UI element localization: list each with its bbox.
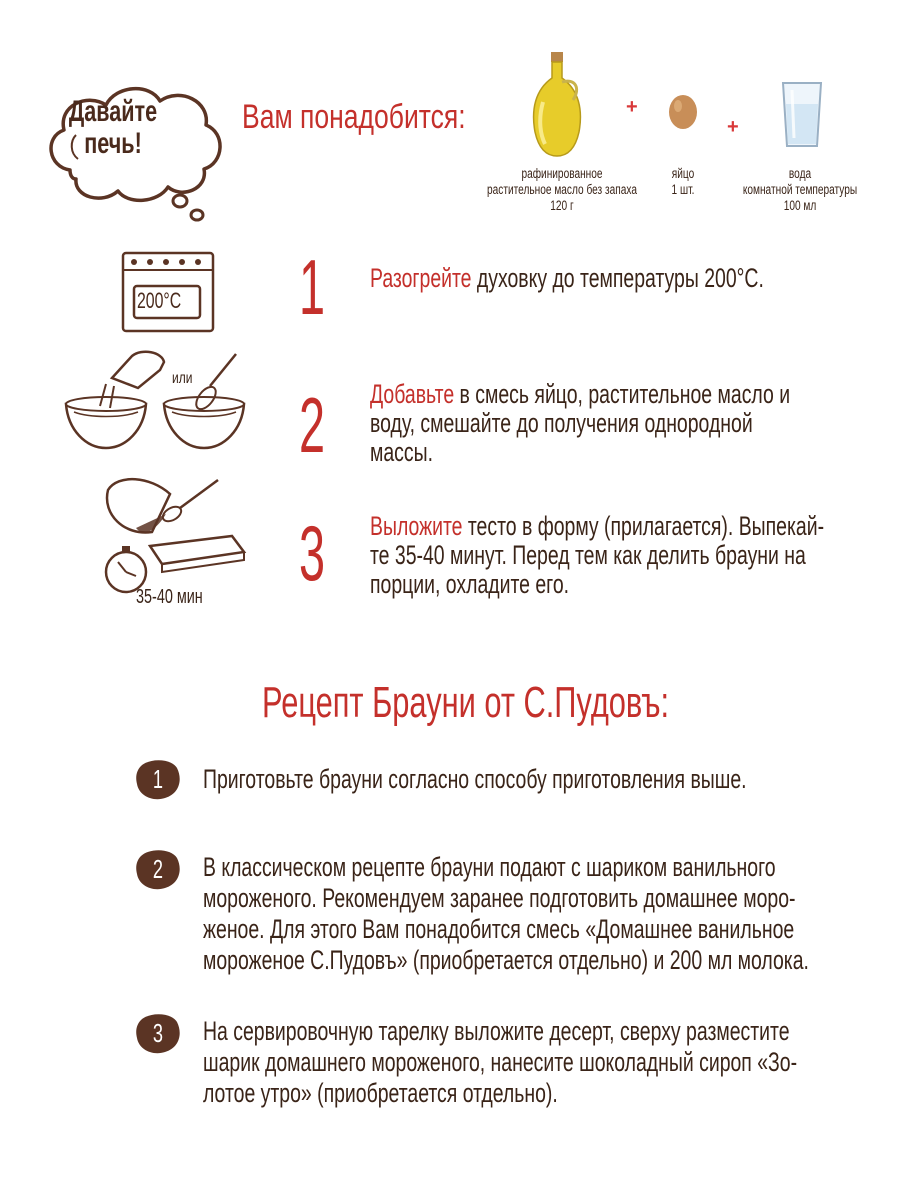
ingredient-oil-line-1: рафинированное (521, 166, 603, 181)
step-2-line-1: в смесь яйцо, растительное масло и (454, 379, 791, 409)
step-1-highlight: Разогрейте (370, 263, 472, 293)
cloud-line-1: Давайте (68, 95, 158, 128)
ingredient-egg-line-2: 1 шт. (671, 182, 695, 197)
recipe-item-3-line-1: На сервировочную тарелку выложите десерт, сверху разместите (203, 1016, 790, 1046)
step-1-line-1: духовку до температуры 200°С. (471, 263, 764, 293)
recipe-item-2-line-2: мороженого. Рекомендуем заранее подготовить домашнее моро- (203, 883, 796, 913)
oven-temperature-label: 200°С (137, 288, 182, 313)
step-1-number: 1 (299, 243, 326, 331)
step-1-text (370, 264, 764, 293)
ingredient-oil-caption (487, 166, 637, 214)
baking-time-label: 35-40 мин (136, 586, 203, 608)
cloud-caption (59, 96, 167, 160)
you-will-need-title: Вам понадобится: (242, 98, 466, 136)
ingredient-water-line-2: комнатной температуры (742, 182, 858, 197)
recipe-item-2-line-4: мороженое С.Пудовъ» (приобретается отдельно) и 200 мл молока. (203, 945, 809, 975)
plus-sign: + (626, 96, 638, 118)
step-3-number: 3 (299, 509, 326, 597)
step-3-line-2: те 35-40 минут. Перед тем как делить брауни на (370, 540, 806, 570)
recipe-item-2-badge (135, 848, 181, 890)
recipe-item-1-number: 1 (152, 764, 164, 794)
recipe-item-2-line-1: В классическом рецепте брауни подают с шариком ванильного (203, 852, 776, 882)
recipe-item-3-text (203, 1016, 797, 1109)
ingredient-egg-line-1: яйцо (671, 166, 695, 181)
water-glass-icon (780, 80, 824, 155)
or-label: или (172, 370, 193, 387)
recipe-item-2-text (203, 852, 809, 976)
egg-icon (665, 92, 701, 137)
step-3-text (370, 512, 824, 599)
recipe-item-2-number: 2 (152, 854, 164, 884)
step-3-highlight: Выложите (370, 511, 463, 541)
plus-sign: + (727, 116, 739, 138)
ingredient-water-line-3: 100 мл (783, 198, 817, 213)
step-3-line-3: порции, охладите его. (370, 569, 570, 599)
cloud-line-2: печь! (84, 127, 142, 160)
ingredient-egg-caption (657, 166, 710, 198)
recipe-item-2-line-3: женое. Для этого Вам понадобится смесь «Домашнее ванильное (203, 914, 795, 944)
recipe-item-1-badge (135, 758, 181, 800)
recipe-item-3-line-2: шарик домашнего мороженого, нанесите шоколадный сироп «Зо- (203, 1047, 798, 1077)
recipe-item-1-line-1: Приготовьте брауни согласно способу приготовления выше. (203, 764, 747, 794)
step-2-number: 2 (299, 381, 326, 469)
oil-bottle-icon (527, 50, 587, 165)
ingredient-oil-line-2: растительное масло без запаха (487, 182, 637, 197)
recipe-item-3-number: 3 (152, 1018, 164, 1048)
ingredient-water-line-1: вода (788, 166, 812, 181)
step-2-highlight: Добавьте (370, 379, 455, 409)
step-3-line-1: тесто в форму (прилагается). Выпекай- (462, 511, 825, 541)
step-2-text (370, 380, 790, 467)
recipe-item-3-line-3: лотое утро» (приобретается отдельно). (203, 1078, 558, 1108)
recipe-title: Рецепт Брауни от С.Пудовъ: (262, 678, 670, 727)
mixer-bowl-icon (60, 348, 250, 463)
recipe-item-1-text (203, 764, 747, 795)
step-2-line-3: массы. (370, 437, 433, 467)
recipe-item-3-badge (135, 1012, 181, 1054)
ingredient-oil-line-3: 120 г (550, 198, 574, 213)
step-2-line-2: воду, смешайте до получения однородной (370, 408, 753, 438)
ingredient-water-caption (740, 166, 860, 214)
